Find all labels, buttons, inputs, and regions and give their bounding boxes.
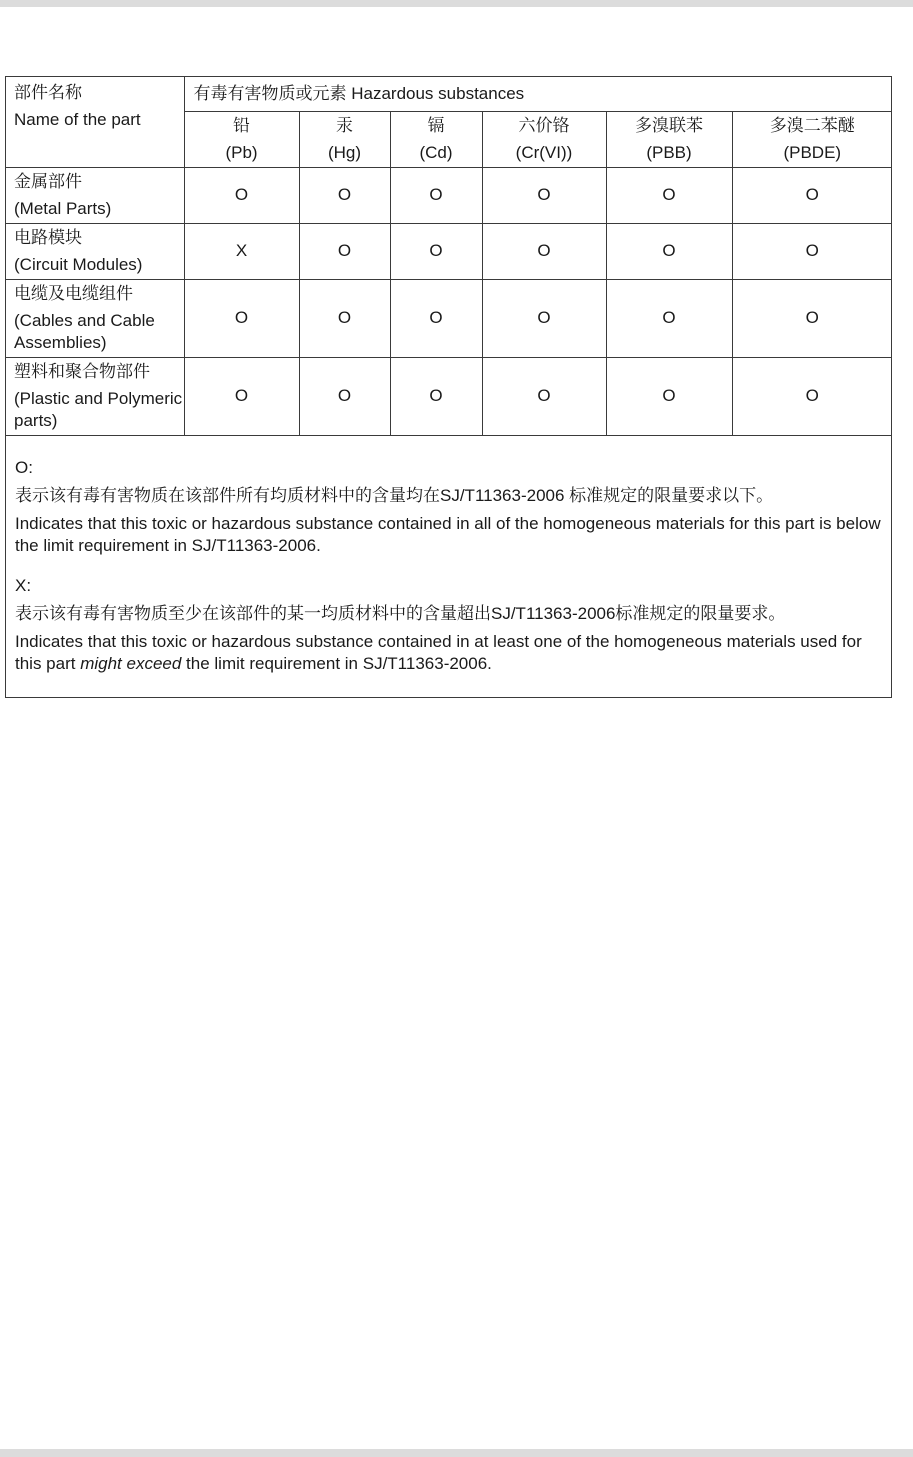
mark-cell: O — [732, 223, 892, 279]
bottom-scrollbar-edge — [0, 1449, 913, 1457]
mark-cell: O — [732, 279, 892, 357]
mark-cell: O — [732, 357, 892, 435]
substance-header-pb: 铅 (Pb) — [184, 111, 299, 167]
mark-cell: O — [390, 357, 482, 435]
table-row — [6, 167, 892, 223]
mark-cell: X — [184, 223, 299, 279]
mark-cell: O — [482, 223, 606, 279]
substance-header-hg: 汞 (Hg) — [299, 111, 390, 167]
mark-cell: O — [482, 167, 606, 223]
mark-cell: O — [390, 167, 482, 223]
mark-cell: O — [299, 167, 390, 223]
o-symbol-label: O: — [15, 458, 33, 477]
part-name-cell: 电缆及电缆组件 (Cables and Cable Assemblies) — [6, 279, 184, 357]
x-symbol-label: X: — [15, 576, 32, 595]
substance-header-cd: 镉 (Cd) — [390, 111, 482, 167]
substance-header-pbde: 多溴二苯醚 (PBDE) — [732, 111, 892, 167]
part-header-zh: 部件名称 — [14, 83, 82, 102]
mark-cell: O — [606, 279, 732, 357]
substance-header-crvi: 六价铬 (Cr(VI)) — [482, 111, 606, 167]
substance-header-pbb: 多溴联苯 (PBB) — [606, 111, 732, 167]
mark-cell: O — [184, 279, 299, 357]
mark-cell: O — [606, 357, 732, 435]
mark-cell: O — [299, 279, 390, 357]
x-description-en: Indicates that this toxic or hazardous substance contained in at least one of the homogeneous materials used for this part might exceed the limit requirement in SJ/T11363-2006. — [15, 632, 862, 673]
x-description-zh: 表示该有毒有害物质至少在该部件的某一均质材料中的含量超出SJ/T11363-2006标准规定的限量要求。 — [15, 604, 786, 623]
rohs-declaration — [5, 76, 892, 698]
substances-header: 有毒有害物质或元素 Hazardous substances — [184, 77, 892, 111]
mark-cell: O — [184, 167, 299, 223]
hazardous-substances-table — [6, 77, 892, 436]
mark-cell: O — [390, 223, 482, 279]
table-row — [6, 357, 892, 435]
part-header-cell — [6, 77, 184, 167]
o-description-en: Indicates that this toxic or hazardous substance contained in all of the homogeneous materials for this part is below the limit requirement in SJ/T11363-2006. — [15, 514, 881, 555]
part-name-cell: 金属部件 (Metal Parts) — [6, 167, 184, 223]
mark-cell: O — [299, 357, 390, 435]
mark-cell: O — [732, 167, 892, 223]
mark-cell: O — [390, 279, 482, 357]
part-name-cell: 电路模块 (Circuit Modules) — [6, 223, 184, 279]
mark-cell: O — [606, 167, 732, 223]
part-name-cell: 塑料和聚合物部件 (Plastic and Polymeric parts) — [6, 357, 184, 435]
part-header-en: Name of the part — [14, 110, 141, 129]
x-description-emphasis: might exceed — [80, 654, 182, 673]
mark-cell: O — [482, 357, 606, 435]
mark-cell: O — [184, 357, 299, 435]
table-row — [6, 279, 892, 357]
legend-notes — [15, 457, 885, 675]
top-scrollbar-edge — [0, 0, 913, 7]
mark-cell: O — [482, 279, 606, 357]
mark-cell: O — [606, 223, 732, 279]
o-description-zh: 表示该有毒有害物质在该部件所有均质材料中的含量均在SJ/T11363-2006 标准规定的限量要求以下。 — [15, 486, 774, 505]
mark-cell: O — [299, 223, 390, 279]
table-row — [6, 223, 892, 279]
